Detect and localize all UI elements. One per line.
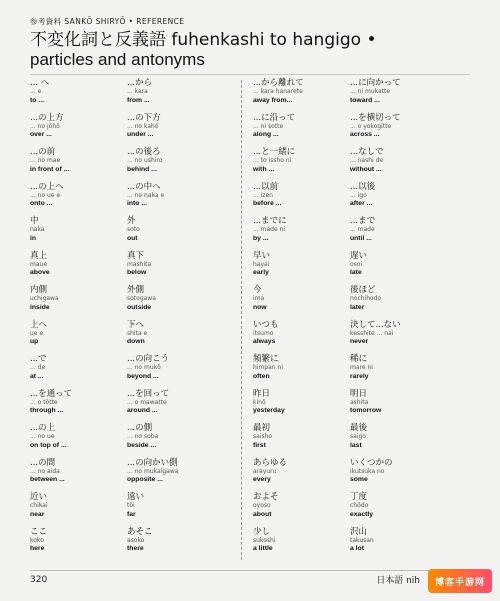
romaji-reading: asoko bbox=[127, 536, 145, 544]
japanese-term: 決して...ない bbox=[350, 319, 401, 330]
japanese-term: 少し bbox=[253, 526, 271, 537]
english-meaning: in bbox=[30, 234, 37, 242]
japanese-term: 稀に bbox=[350, 354, 368, 364]
japanese-term: 真下 bbox=[127, 250, 145, 261]
english-meaning: at ... bbox=[30, 372, 44, 380]
japanese-term: ...なしで bbox=[350, 147, 384, 157]
japanese-term: ...から離れて bbox=[253, 78, 304, 88]
romaji-reading: ... e bbox=[30, 88, 42, 95]
page-title bbox=[30, 30, 470, 70]
watermark-badge: 博客手游网 bbox=[428, 569, 492, 593]
japanese-term: ...まで bbox=[350, 216, 376, 226]
vocab-entry bbox=[253, 492, 358, 527]
english-meaning: later bbox=[350, 303, 365, 311]
vocab-entry bbox=[253, 527, 358, 562]
english-meaning: there bbox=[127, 545, 144, 552]
japanese-term: 遠い bbox=[127, 492, 145, 502]
column-2 bbox=[127, 78, 232, 561]
japanese-term: ...の上方 bbox=[30, 112, 64, 123]
section-kicker: 参考資料 SANKŌ SHIRYŌ • REFERENCE bbox=[30, 17, 185, 26]
romaji-reading: chōdo bbox=[350, 502, 369, 509]
romaji-reading: maue bbox=[30, 260, 48, 268]
japanese-term: ...を通って bbox=[30, 388, 73, 399]
column-3 bbox=[253, 78, 358, 561]
romaji-reading: ... no soba bbox=[127, 433, 159, 440]
english-meaning: out bbox=[127, 234, 138, 242]
romaji-reading: nochihodo bbox=[350, 295, 382, 302]
vocab-entry bbox=[30, 216, 135, 251]
english-meaning: opposite ... bbox=[127, 476, 163, 483]
japanese-term: ...の間 bbox=[30, 457, 56, 468]
english-meaning: without ... bbox=[350, 165, 382, 173]
english-meaning: into ... bbox=[127, 200, 148, 207]
vocab-entry bbox=[127, 458, 232, 493]
title-line-1: 不変化詞と反義語 fuhenkashi to hangigo • bbox=[30, 30, 377, 50]
japanese-term: ...の上へ bbox=[30, 181, 64, 192]
english-meaning: between ... bbox=[30, 476, 65, 483]
romaji-reading: chikai bbox=[30, 502, 48, 509]
japanese-term: いつも bbox=[253, 319, 279, 330]
romaji-reading: ... kara bbox=[127, 88, 148, 95]
japanese-term: ...と一緒に bbox=[253, 147, 296, 157]
japanese-term: ...から bbox=[127, 78, 153, 88]
japanese-term: 内側 bbox=[30, 285, 48, 295]
japanese-term: ...に沿って bbox=[253, 112, 296, 123]
english-meaning: under ... bbox=[127, 131, 154, 138]
english-meaning: first bbox=[253, 441, 266, 449]
romaji-reading: sotogawa bbox=[127, 295, 156, 302]
english-meaning: across ... bbox=[350, 131, 380, 138]
vocab-entry bbox=[350, 389, 455, 424]
japanese-term: ...の側 bbox=[127, 423, 153, 433]
romaji-reading: ... no mukō bbox=[127, 364, 161, 371]
vocab-entry bbox=[30, 354, 135, 389]
vocab-entry bbox=[30, 113, 135, 148]
english-meaning: around ... bbox=[127, 407, 158, 414]
romaji-reading: shita e bbox=[127, 329, 148, 337]
japanese-term: 早い bbox=[253, 250, 271, 261]
japanese-term: 遅い bbox=[350, 250, 368, 261]
vocab-entry bbox=[127, 354, 232, 389]
english-meaning: outside bbox=[127, 303, 152, 311]
english-meaning: beside ... bbox=[127, 441, 157, 449]
japanese-term: ...の下方 bbox=[127, 112, 161, 123]
japanese-term: あそこ bbox=[127, 526, 153, 537]
vocab-entry bbox=[350, 285, 455, 320]
romaji-reading: sukoshi bbox=[253, 536, 276, 544]
vocab-entry bbox=[253, 354, 358, 389]
vocab-entry bbox=[30, 251, 135, 286]
romaji-reading: itsumo bbox=[253, 329, 274, 337]
english-meaning: never bbox=[350, 338, 369, 345]
romaji-reading: ... no naka e bbox=[127, 191, 165, 199]
japanese-term: ...の前 bbox=[30, 147, 56, 157]
english-meaning: by ... bbox=[253, 234, 269, 242]
vocab-entry bbox=[30, 182, 135, 217]
vocab-entry bbox=[253, 251, 358, 286]
english-meaning: over ... bbox=[30, 131, 52, 138]
japanese-term: 明日 bbox=[350, 388, 368, 399]
japanese-term: ...の中へ bbox=[127, 181, 161, 192]
romaji-reading: ... de bbox=[30, 364, 46, 371]
title-line-2: particles and antonyms bbox=[30, 50, 205, 69]
english-meaning: toward ... bbox=[350, 96, 380, 104]
vocab-entry bbox=[30, 458, 135, 493]
japanese-term: あらゆる bbox=[253, 457, 288, 468]
romaji-reading: ... to issho ni bbox=[253, 157, 292, 164]
romaji-reading: ... no jōhō bbox=[30, 122, 60, 130]
romaji-reading: ... no mukaigawa bbox=[127, 467, 179, 475]
romaji-reading: ashita bbox=[350, 398, 369, 406]
english-meaning: through ... bbox=[30, 407, 64, 414]
romaji-reading: osoi bbox=[350, 260, 363, 268]
japanese-term: ...の上 bbox=[30, 423, 56, 433]
romaji-reading: ... nashi de bbox=[350, 157, 384, 164]
vocab-entry bbox=[350, 423, 455, 458]
romaji-reading: himpan ni bbox=[253, 364, 283, 371]
romaji-reading: ikutsuka no bbox=[350, 467, 385, 475]
vocab-entry bbox=[127, 251, 232, 286]
japanese-term: 昨日 bbox=[253, 388, 271, 399]
english-meaning: down bbox=[127, 338, 145, 345]
japanese-term: 中 bbox=[30, 216, 39, 226]
english-meaning: far bbox=[127, 510, 136, 518]
english-meaning: onto ... bbox=[30, 200, 53, 207]
japanese-term: ...を横切って bbox=[350, 112, 401, 123]
japanese-term: 最後 bbox=[350, 423, 368, 433]
vocab-entry bbox=[253, 285, 358, 320]
romaji-reading: ... izen bbox=[253, 191, 273, 199]
romaji-reading: ... no ushiro bbox=[127, 157, 163, 164]
english-meaning: behind ... bbox=[127, 165, 157, 173]
japanese-term: 頻繁に bbox=[253, 354, 279, 364]
romaji-reading: ... ni sotte bbox=[253, 122, 284, 130]
english-meaning: yesterday bbox=[253, 407, 285, 414]
japanese-term: ...までに bbox=[253, 216, 287, 226]
romaji-reading: ... no aida bbox=[30, 467, 60, 475]
english-meaning: below bbox=[127, 269, 147, 276]
japanese-term: ...の後ろ bbox=[127, 147, 161, 157]
japanese-term: 最初 bbox=[253, 423, 271, 433]
japanese-term: ここ bbox=[30, 526, 48, 537]
vocab-entry bbox=[30, 78, 135, 113]
vocab-entry bbox=[350, 320, 455, 355]
english-meaning: after ... bbox=[350, 200, 373, 207]
japanese-term: およそ bbox=[253, 492, 279, 502]
vocab-entry bbox=[127, 113, 232, 148]
vocab-entry bbox=[253, 182, 358, 217]
vocab-entry bbox=[127, 216, 232, 251]
romaji-reading: ... no mae bbox=[30, 157, 61, 164]
romaji-reading: saigo bbox=[350, 433, 366, 440]
romaji-reading: tōi bbox=[127, 502, 135, 509]
japanese-term: ...を回って bbox=[127, 388, 170, 399]
japanese-term: 上へ bbox=[30, 319, 48, 330]
vocab-entry bbox=[127, 320, 232, 355]
vocab-entry bbox=[350, 182, 455, 217]
vocab-entry bbox=[127, 182, 232, 217]
japanese-term: 下へ bbox=[127, 319, 145, 330]
english-meaning: before ... bbox=[253, 200, 282, 207]
vocab-entry bbox=[253, 147, 358, 182]
page-number: 320 bbox=[30, 575, 48, 585]
vocab-entry bbox=[30, 423, 135, 458]
vocab-entry bbox=[350, 492, 455, 527]
romaji-reading: uchigawa bbox=[30, 295, 59, 302]
japanese-term: ...で bbox=[30, 354, 47, 364]
romaji-reading: saisho bbox=[253, 433, 273, 440]
english-meaning: early bbox=[253, 269, 269, 276]
vocab-entry bbox=[350, 113, 455, 148]
english-meaning: away from... bbox=[253, 96, 293, 104]
footer-language-label: 日本語 nih bbox=[376, 576, 420, 586]
english-meaning: here bbox=[30, 545, 45, 552]
english-meaning: now bbox=[253, 303, 267, 311]
japanese-term: 真上 bbox=[30, 250, 48, 261]
english-meaning: inside bbox=[30, 303, 50, 311]
english-meaning: near bbox=[30, 510, 45, 518]
vocab-entry bbox=[30, 527, 135, 562]
romaji-reading: ... o yokogitte bbox=[350, 122, 392, 130]
romaji-reading: koko bbox=[30, 536, 44, 544]
vocab-entry bbox=[253, 389, 358, 424]
english-meaning: late bbox=[350, 269, 362, 276]
english-meaning: beyond ... bbox=[127, 372, 159, 380]
english-meaning: a little bbox=[253, 545, 273, 552]
romaji-reading: naka bbox=[30, 226, 45, 233]
romaji-reading: ue e bbox=[30, 329, 44, 337]
vocab-entry bbox=[127, 147, 232, 182]
romaji-reading: hayai bbox=[253, 260, 270, 268]
vocab-entry bbox=[30, 147, 135, 182]
vocab-entry bbox=[127, 423, 232, 458]
english-meaning: some bbox=[350, 476, 368, 483]
vocab-entry bbox=[253, 113, 358, 148]
english-meaning: with ... bbox=[253, 165, 275, 173]
vocab-entry bbox=[127, 285, 232, 320]
japanese-term: ...以後 bbox=[350, 181, 376, 192]
vocab-entry bbox=[350, 527, 455, 562]
english-meaning: on top of ... bbox=[30, 441, 67, 449]
romaji-reading: ... o mawatte bbox=[127, 398, 167, 406]
english-meaning: from ... bbox=[127, 96, 150, 104]
romaji-reading: ... no ue bbox=[30, 433, 55, 440]
japanese-term: ...の向こう bbox=[127, 354, 170, 364]
romaji-reading: ... no ue e bbox=[30, 191, 61, 199]
vocab-entry bbox=[253, 458, 358, 493]
english-meaning: to ... bbox=[30, 96, 44, 104]
japanese-term: 丁度 bbox=[350, 492, 368, 502]
japanese-term: 後ほど bbox=[350, 285, 376, 295]
romaji-reading: takusan bbox=[350, 536, 374, 544]
vocab-entry bbox=[30, 320, 135, 355]
japanese-term: 沢山 bbox=[350, 526, 368, 537]
romaji-reading: soto bbox=[127, 226, 140, 233]
romaji-reading: arayuru bbox=[253, 467, 277, 475]
english-meaning: up bbox=[30, 338, 39, 345]
romaji-reading: kinō bbox=[253, 398, 266, 406]
english-meaning: last bbox=[350, 441, 362, 449]
english-meaning: until ... bbox=[350, 234, 372, 242]
japanese-term: 今 bbox=[253, 285, 262, 295]
romaji-reading: ... made bbox=[350, 226, 375, 233]
english-meaning: a lot bbox=[350, 545, 364, 552]
column-4 bbox=[350, 78, 455, 561]
vocab-entry bbox=[127, 527, 232, 562]
vocab-entry bbox=[350, 216, 455, 251]
english-meaning: exactly bbox=[350, 510, 374, 518]
vocab-entry bbox=[350, 354, 455, 389]
japanese-term: ... へ bbox=[30, 78, 50, 88]
footer-rule bbox=[30, 570, 470, 571]
romaji-reading: ... made ni bbox=[253, 226, 286, 233]
vocab-entry bbox=[253, 423, 358, 458]
vocab-entry bbox=[127, 389, 232, 424]
english-meaning: often bbox=[253, 372, 270, 380]
english-meaning: above bbox=[30, 269, 50, 276]
vocab-entry bbox=[30, 285, 135, 320]
japanese-term: 外 bbox=[127, 216, 136, 226]
vocab-entry bbox=[350, 147, 455, 182]
column-1 bbox=[30, 78, 135, 561]
romaji-reading: ... kara hanarete bbox=[253, 88, 303, 95]
vocab-entry bbox=[30, 389, 135, 424]
column-divider bbox=[241, 80, 242, 560]
japanese-term: 近い bbox=[30, 492, 48, 502]
vocab-entry bbox=[350, 78, 455, 113]
vocab-entry bbox=[253, 216, 358, 251]
vocab-entry bbox=[30, 492, 135, 527]
vocab-entry bbox=[350, 458, 455, 493]
vocab-entry bbox=[127, 492, 232, 527]
english-meaning: along ... bbox=[253, 131, 279, 138]
english-meaning: tomorrow bbox=[350, 407, 382, 414]
japanese-term: いくつかの bbox=[350, 457, 393, 468]
english-meaning: always bbox=[253, 338, 276, 345]
top-rule bbox=[30, 74, 470, 75]
japanese-term: 外側 bbox=[127, 285, 145, 295]
vocab-entry bbox=[127, 78, 232, 113]
romaji-reading: ima bbox=[253, 295, 265, 302]
vocab-entry bbox=[253, 78, 358, 113]
japanese-term: ...に向かって bbox=[350, 78, 401, 88]
japanese-term: ...の向かい側 bbox=[127, 457, 178, 468]
romaji-reading: kesshite ... nai bbox=[350, 329, 394, 337]
japanese-term: ...以前 bbox=[253, 181, 279, 192]
romaji-reading: ... no kahō bbox=[127, 122, 159, 130]
romaji-reading: mare ni bbox=[350, 364, 373, 371]
english-meaning: rarely bbox=[350, 372, 369, 380]
romaji-reading: ... ni mukatte bbox=[350, 88, 391, 95]
romaji-reading: ... igo bbox=[350, 191, 367, 199]
romaji-reading: oyoso bbox=[253, 502, 271, 509]
english-meaning: in front of ... bbox=[30, 165, 70, 173]
vocab-entry bbox=[350, 251, 455, 286]
romaji-reading: mashita bbox=[127, 260, 152, 268]
english-meaning: about bbox=[253, 510, 272, 518]
vocab-entry bbox=[253, 320, 358, 355]
english-meaning: every bbox=[253, 476, 271, 483]
romaji-reading: ... o tōtte bbox=[30, 398, 58, 406]
